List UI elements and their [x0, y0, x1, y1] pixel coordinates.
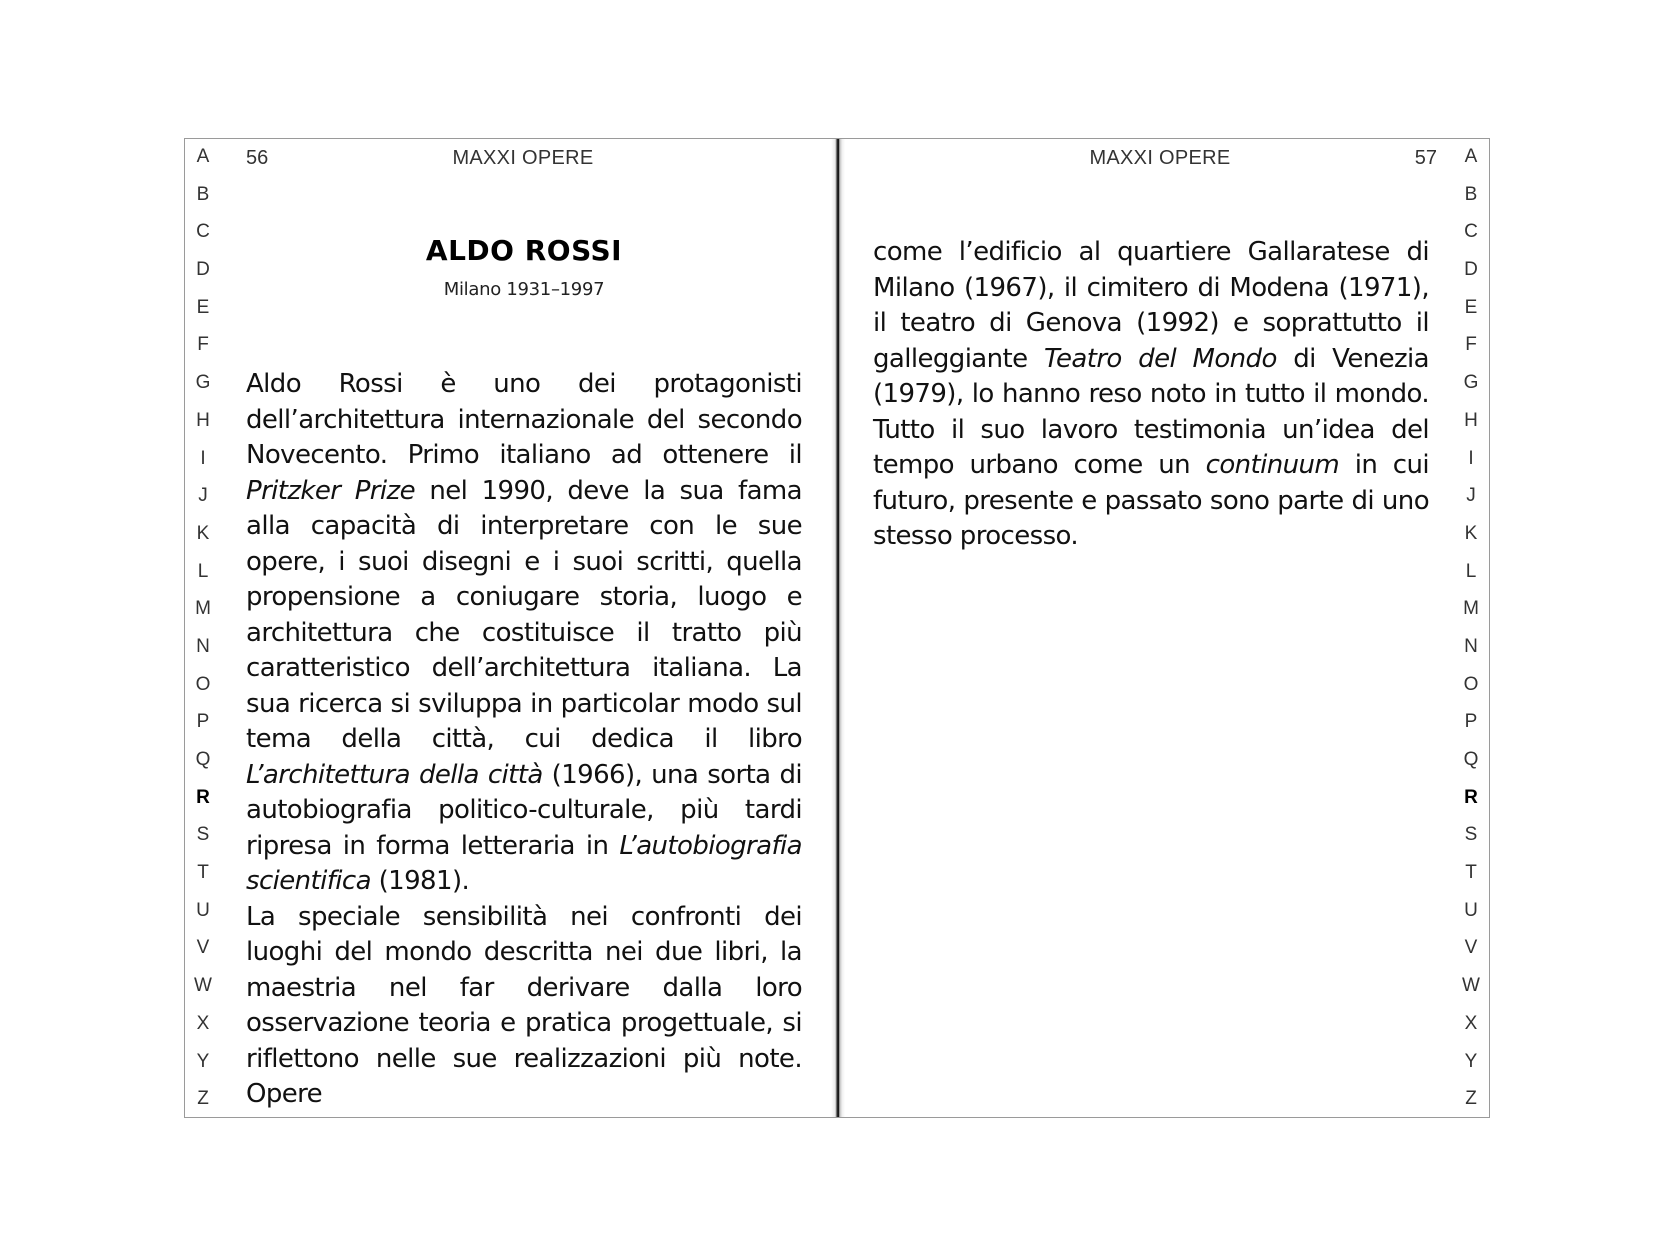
paragraph-1 — [246, 367, 802, 900]
index-letter-l[interactable]: L — [197, 560, 209, 582]
text-run: Aldo Rossi è uno dei protagonisti dell’architettura internazionale del secondo Novecento. Primo italiano ad ottenere il — [246, 369, 802, 470]
italic-title: L’architettura della città — [246, 759, 543, 790]
index-letter-t[interactable]: T — [197, 862, 209, 884]
index-letter-m[interactable]: M — [195, 598, 211, 620]
index-letter-k[interactable]: K — [196, 522, 210, 544]
left-page — [185, 139, 837, 1117]
text-run: nel 1990, deve la sua fama alla capacità di interpretare con le sue opere, i suoi disegni e i suoi scritti, quella propensione a coniugare storia, luogo e architettura che costituisce il tratto più caratteristico dell’architettura italiana. La sua ricerca si sviluppa in particolar modo sul tema della città, cui dedica il libro — [246, 475, 802, 754]
index-letter-p[interactable]: P — [196, 711, 210, 733]
index-letter-f[interactable]: F — [1465, 334, 1477, 356]
italic-title: Teatro del Mondo — [1043, 343, 1277, 374]
index-letter-b[interactable]: B — [1464, 183, 1478, 205]
index-letter-g[interactable]: G — [195, 372, 211, 394]
right-body-text — [873, 235, 1429, 555]
right-alphabet-index — [1459, 147, 1483, 1127]
index-letter-i[interactable]: I — [200, 447, 206, 469]
index-letter-h[interactable]: H — [196, 409, 210, 431]
index-letter-e[interactable]: E — [196, 296, 210, 318]
index-letter-q[interactable]: Q — [195, 749, 211, 770]
italic-title: Pritzker Prize — [246, 475, 415, 506]
index-letter-a[interactable]: A — [1464, 146, 1478, 167]
right-page — [837, 139, 1489, 1117]
index-letter-r[interactable]: R — [1464, 786, 1478, 808]
text-run: (1966), una sorta di autobiografia politico-culturale, più tardi ripresa in forma letteraria in — [246, 759, 802, 861]
text-run: (1981). — [370, 866, 470, 896]
index-letter-y[interactable]: Y — [196, 1050, 210, 1072]
text-run: in cui futuro, presente e passato sono parte di uno stesso processo. — [873, 450, 1429, 551]
index-letter-u[interactable]: U — [1464, 899, 1478, 921]
index-letter-j[interactable]: J — [198, 485, 208, 507]
italic-title: L’autobiografia scientifica — [246, 830, 802, 896]
index-letter-c[interactable]: C — [1464, 221, 1478, 243]
index-letter-v[interactable]: V — [1464, 937, 1478, 959]
index-letter-x[interactable]: X — [1464, 1012, 1478, 1034]
index-letter-n[interactable]: N — [196, 635, 210, 657]
text-run: di Venezia (1979), lo hanno reso noto in tutto il mondo. Tutto il suo lavoro testimonia un’idea del tempo urbano come un — [873, 343, 1429, 480]
index-letter-s[interactable]: S — [196, 824, 210, 846]
index-letter-z[interactable]: Z — [1465, 1088, 1477, 1110]
index-letter-f[interactable]: F — [197, 334, 209, 356]
index-letter-d[interactable]: D — [1464, 259, 1478, 281]
index-letter-w[interactable]: W — [1462, 975, 1480, 997]
index-letter-l[interactable]: L — [1465, 560, 1477, 582]
index-letter-m[interactable]: M — [1463, 598, 1479, 620]
index-letter-z[interactable]: Z — [197, 1088, 209, 1110]
right-page-number: 57 — [1414, 147, 1437, 169]
index-letter-x[interactable]: X — [196, 1012, 210, 1034]
left-running-head: MAXXI OPERE — [452, 147, 594, 169]
index-letter-e[interactable]: E — [1464, 296, 1478, 318]
index-letter-k[interactable]: K — [1464, 522, 1478, 544]
index-letter-o[interactable]: O — [195, 673, 211, 695]
index-letter-b[interactable]: B — [196, 183, 210, 205]
left-body-text — [246, 367, 802, 1113]
index-letter-i[interactable]: I — [1468, 447, 1474, 469]
index-letter-n[interactable]: N — [1464, 635, 1478, 657]
index-letter-c[interactable]: C — [196, 221, 210, 243]
italic-term: continuum — [1205, 450, 1340, 480]
index-letter-h[interactable]: H — [1464, 409, 1478, 431]
entry-title: ALDO ROSSI — [425, 234, 623, 267]
index-letter-a[interactable]: A — [196, 146, 210, 167]
index-letter-u[interactable]: U — [196, 899, 210, 921]
index-letter-j[interactable]: J — [1466, 485, 1476, 507]
text-run: come l’edificio al quartiere Gallaratese di Milano (1967), il cimitero di Modena (1971), il teatro di Genova (1992) e soprattutto il galleggiante — [873, 237, 1429, 374]
left-page-number: 56 — [246, 147, 269, 169]
left-alphabet-index — [191, 147, 215, 1127]
index-letter-r[interactable]: R — [196, 786, 210, 808]
index-letter-v[interactable]: V — [196, 937, 210, 959]
paragraph-2: La speciale sensibilità nei confronti dei luoghi del mondo descritta nei due libri, la maestria nel far derivare dalla loro osservazione teoria e pratica progettuale, si riflettono nelle sue realizzazioni più note. Opere — [246, 901, 802, 1109]
index-letter-g[interactable]: G — [1463, 372, 1479, 394]
index-letter-q[interactable]: Q — [1463, 749, 1479, 770]
entry-subtitle: Milano 1931–1997 — [443, 279, 605, 300]
index-letter-y[interactable]: Y — [1464, 1050, 1478, 1072]
right-running-head: MAXXI OPERE — [1089, 147, 1231, 169]
paragraph-3 — [873, 235, 1429, 555]
index-letter-d[interactable]: D — [196, 259, 210, 281]
index-letter-o[interactable]: O — [1463, 673, 1479, 695]
index-letter-t[interactable]: T — [1465, 862, 1477, 884]
index-letter-s[interactable]: S — [1464, 824, 1478, 846]
index-letter-p[interactable]: P — [1464, 711, 1478, 733]
book-spread — [184, 138, 1490, 1118]
index-letter-w[interactable]: W — [194, 975, 212, 997]
